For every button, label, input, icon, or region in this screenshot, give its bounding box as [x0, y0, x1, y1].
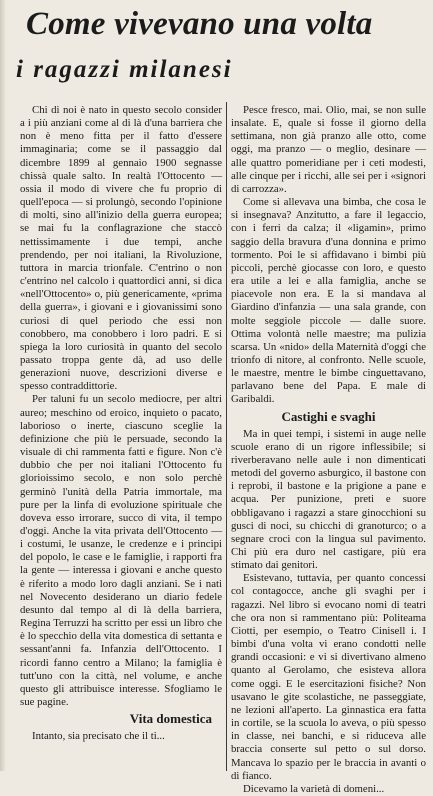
- subhead-castighi-e-svaghi: Castighi e svaghi: [281, 408, 376, 424]
- left-paragraph-tail: Intanto, sia precisato che il ti...: [32, 730, 165, 743]
- left-paragraph-2: Per taluni fu un secolo mediocre, per altri aureo; meschino od eroico, inquieto o pacato, laborioso o inerte, ciascuno sceglie la definizione che più le persuade, secondo la visuale di chi rammenta fatti e figure. Non c'è dubbio che per noi italiani l'Ottocento fu glorioissimo secolo, e non solo perchè germinò l'unità della Patria immortale, ma pure per la linfa di evoluzione spirituale che doveva esso irrorare, succo di vita, il tempo d'oggi. Anche la vita privata dell'Ottocento — i costumi, le usanze, le credenze e i principi del popolo, le case e le famiglie, i rapporti fra la gente — interessa i giovani e anche questo è riferito a modo loro dagli anziani. Se i nati nel Novecento desiderano un diario fedele desunto dal tempo al di là della barriera, Regina Terruzzi ha scritto per essi un libro che è lo specchio della vita domestica di settanta e sessant'anni fa. Infanzia dell'Ottocento. I ricordi fanno centro a Milano; la famiglia è tutt'uno con la città, nel volume, e anche questo gli attribuisce interesse. Sfogliamo le sue pagine.: [20, 393, 222, 709]
- article-title: Come vivevano una volta: [26, 6, 373, 42]
- right-paragraph-4: Esistevano, tuttavia, per quanto concessi col contagocce, anche gli svaghi per i ragazzi. Nel libro si evocano nomi di teatri che ora non si rammentano più: Politeama Ciotti, per esempio, o Teatro Cinisell i. I bimbi d'una volta vi erano condotti nelle grandi occasioni: e vi si divertivano almeno quanto al Gerolamo, che esisteva allora come oggi. E le esercitazioni fisiche? Non usavano le gite scolastiche, ne passeggiate, ne lezioni all'aperto. La ginnastica era fatta in cortile, se la scuola lo aveva, o più spesso in classe, nei banchi, e si riduceva alle braccia conserte sul petto o sul dorso. Mancava lo spazio per le braccia in avanti o di fianco.: [231, 572, 426, 782]
- right-paragraph-2: Come si allevava una bimba, che cosa le si insegnava? Anzitutto, a fare il legaccio, con i ferri da calza; il «ligamin», primo saggio della bravura d'una donnina e primo tormento. Poi le si affidavano i bimbi più piccoli, perchè giocasse con loro, e questo era utile a lei e alla famiglia, anche se piacevole non era. E la si mandava al Giardino d'infanzia — una sala grande, con molte seggiole piccole — dalle suore. Ottima volontà nelle maestre; ma pulizia scarsa. Un «nido» della Maternità d'oggi che trionfo di nitore, al confronto. Nelle scuole, le maestre, mentre le bimbe cinguettavano, parlavano bene del Papa. E male di Garibaldi.: [231, 196, 426, 406]
- left-paragraph-1: Chi di noi è nato in questo secolo consider a i più anziani come al di là d'una barriera che non è meno fitta per il fatto d'essere immaginaria; come se il passaggio dal dicembre 1899 al gennaio 1900 segnasse chissà quale salto. In realtà l'Ottocento — ossia il modo di vivere che fu proprio di quell'epoca — si prolungò, secondo l'opinione di molti, sino all'inizio della guerra europea; se mai fu la conflagrazione che staccò nettissimamente i due tempi, anche prendendo, per noi italiani, la Rivoluzione, tuttora in marcia trionfale. C'entrino o non c'entrino nel calcolo i quattordici anni, si dica «nell'Ottocento» o, più genericamente, «prima della guerra», i giovani e i giovanissimi sono curiosi di quel periodo che essi non conobbero, ma conobbero i loro padri. E si spiega la loro curiosità in quanto del secolo passato troppa gente dà, ad uso delle generazioni nuove, descrizioni diverse e spesso contraddittorie.: [20, 104, 222, 393]
- right-paragraph-1: Pesce fresco, mai. Olio, mai, se non sulle insalate. E, quale si fosse il giorno della settimana, non già pranzo alle otto, come oggi, ma pranzo — o meglio, desinare — alle quattro pomeridiane per i ceti modesti, alle cinque per i ricchi, alle sei per i «signori di carrozza».: [231, 104, 426, 195]
- article-subtitle: i ragazzi milanesi: [16, 56, 233, 83]
- column-divider: [226, 102, 227, 771]
- scan-edge-shadow: [0, 0, 6, 771]
- right-paragraph-tail: Dicevamo la varietà di domeni...: [243, 782, 385, 795]
- right-column: [231, 104, 426, 795]
- right-paragraph-3: Ma in quei tempi, i sistemi in auge nelle scuole erano di un rigore inflessibile; si riverberavano nelle aule i non dimenticati metodi del governo asburgico, il bastone con i reprobi, il bastone e la prigione a pane e acqua. Per punizione, preti e suore obbligavano i ragazzi a stare ginocchioni su gusci di noci, su chicchi di granoturco; o a segnare croci con la lingua sul pavimento. Chi più era duro nel castigare, più era stimato dai genitori.: [231, 427, 426, 572]
- subhead-vita-domestica: Vita domestica: [129, 711, 212, 727]
- left-column: [20, 104, 222, 771]
